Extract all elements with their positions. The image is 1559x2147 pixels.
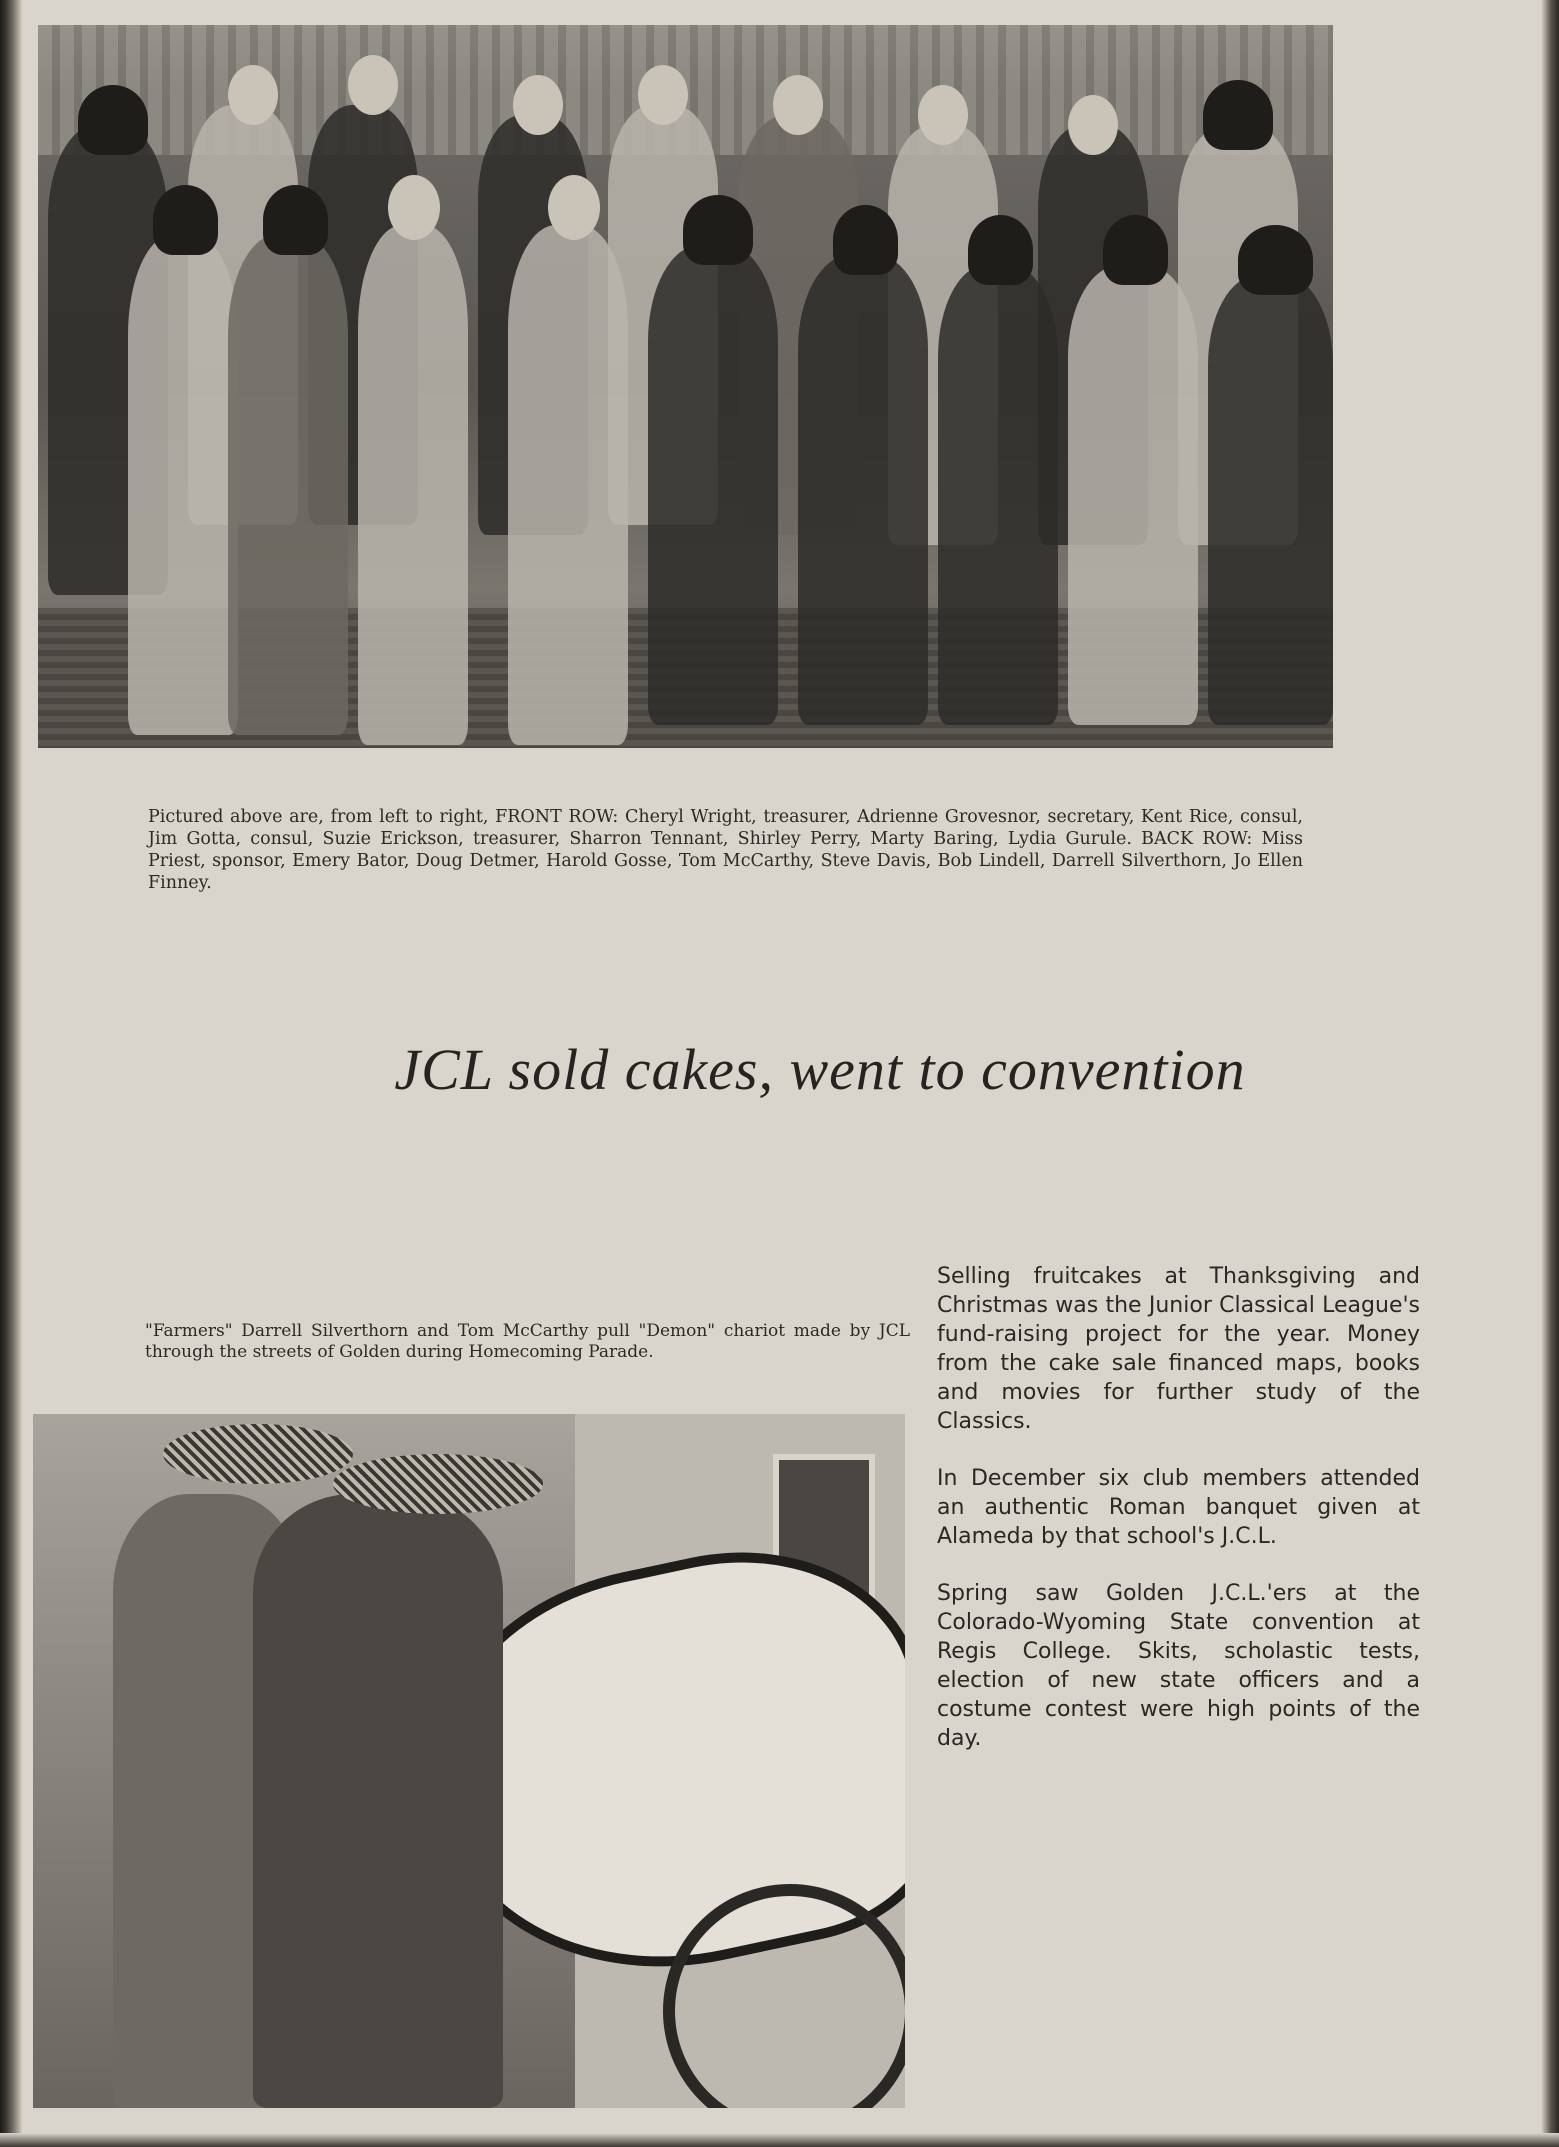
group-photo [38,25,1333,748]
article-paragraph-3: Spring saw Golden J.C.L.'ers at the Colorado-Wyoming State convention at Regis College. Skits, scholastic tests, election of new state officers and a costume contest were high points of the day. [937,1581,1420,1751]
group-of-students [38,65,1333,625]
group-photo-caption: Pictured above are, from left to right, FRONT ROW: Cheryl Wright, treasurer, Adrienne Grovesnor, secretary, Kent Rice, consul, Jim Gotta, consul, Suzie Erickson, treasurer, Sharron Tennant, Shirley Perry, Marty Baring, Lydia Gurule. BACK ROW: Miss Priest, sponsor, Emery Bator, Doug Detmer, Harold Gosse, Tom McCarthy, Steve Davis, Bob Lindell, Darrell Silverthorn, Jo Ellen Finney. [148,807,1303,893]
article-paragraph-1: Selling fruitcakes at Thanksgiving and Christmas was the Junior Classical League's fund-raising project for the year. Money from the cake sale financed maps, books and movies for further study of the Classics. [937,1264,1420,1434]
article-body [937,1262,1420,1781]
parade-photo-caption: "Farmers" Darrell Silverthorn and Tom McCarthy pull "Demon" chariot made by JCL through the streets of Golden during Homecoming Parade. [145,1321,910,1362]
student-farmer-right [253,1494,503,2108]
page-headline: JCL sold cakes, went to convention [394,1037,1246,1102]
straw-hat [163,1424,353,1484]
article-paragraph-2: In December six club members attended an authentic Roman banquet given at Alameda by that school's J.C.L. [937,1466,1420,1549]
page-bottom-edge [0,2133,1559,2147]
parade-photo [33,1414,905,2108]
straw-hat [333,1454,543,1514]
